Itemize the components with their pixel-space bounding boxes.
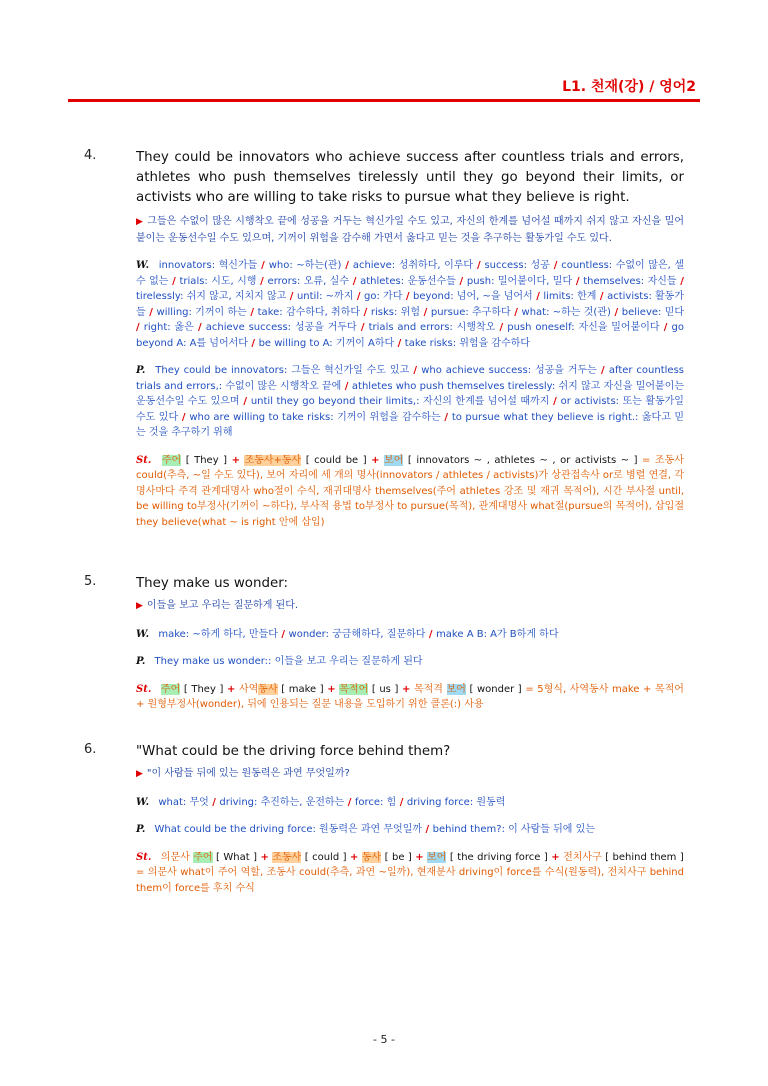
vocab-entry: risks: 위험	[370, 306, 420, 318]
separator: /	[277, 628, 289, 640]
separator: /	[394, 337, 405, 349]
vocab-entry: trials: 시도, 시행	[179, 275, 257, 287]
structure-analysis: St. 주어 [ They ] + 조동사+동사 [ could be ] + 보어 [ innovators ~ , athletes ~ , or activists ~ ] = 조동사 could(추측, ~일 수도 있다), 보어 자리에 세 개의 명사(innovators / athletes / activists)가 상관접속사 or로 병렬 연결, 각 명사마다 주격 관계대명사 who절이 수식, 재귀대명사 themselves(주어 athletes 강조 및 재귀 목적어), 시간 부사절 until, be willing to부정사(기꺼이 ~하다), 부사적 용법 to부정사 to pursue(목적), 관계대명사 what절(pursue의 목적어), 삽입절 they believe(what ~ is right 안에 삽입)	[136, 454, 684, 528]
phrases-mark: P.	[136, 824, 146, 835]
separator: /	[676, 275, 684, 287]
vocab-entry: errors: 오류, 실수	[267, 275, 349, 287]
vocab-entry: achieve: 성취하다, 이루다	[352, 260, 474, 271]
triangle-icon: ▶	[136, 217, 144, 227]
item-6	[84, 742, 684, 896]
vocab-entry: willing: 기꺼이 하는	[156, 306, 247, 318]
vocabulary	[136, 258, 684, 351]
item-number: 6.	[84, 742, 97, 757]
complement-tag: 보어	[427, 851, 447, 863]
separator: /	[178, 411, 190, 423]
phrases-mark: P.	[136, 365, 146, 376]
vocab-entry: make A B: A가 B하게 하다	[436, 628, 559, 640]
vocab-entry: push: 밀어붙이다, 밀다	[466, 275, 573, 287]
structure-analysis: St. 주어 [ They ] + 사역동사 [ make ] + 목적어 [ us ] + 목적격 보어 [ wonder ] = 5형식, 사역동사 make + 목적어 + 원형부정사(wonder), 뒤에 인용되는 질문 내용을 도입하기 위한 콜론(:) 사용	[136, 683, 684, 710]
vocabulary	[136, 795, 684, 811]
vocab-entry: success: 성공	[484, 260, 550, 271]
separator: /	[145, 306, 157, 318]
translation	[136, 598, 684, 615]
complement-tag: 보어	[446, 683, 466, 695]
vocab-entry: push oneself: 자신을 밀어붙이다	[507, 322, 660, 333]
vocab-entry: make: ~하게 하다, 만들다	[158, 628, 278, 640]
vocab-entry: trials and errors: 시행착오	[368, 322, 496, 333]
vocab-entry: activists: 활동가들	[136, 291, 684, 318]
translation	[136, 766, 684, 783]
separator: /	[246, 306, 258, 318]
separator: /	[353, 291, 365, 302]
phrase-entry: after countless trials and errors,: 수없이 많은 시행착오 끝에	[136, 365, 684, 392]
separator: /	[208, 796, 220, 808]
phrases	[136, 654, 684, 670]
vocab-entry: achieve success: 성공을 거두다	[205, 322, 357, 333]
object-tag: 목적어	[339, 683, 369, 695]
structure-note: = 의문사 what이 주어 역할, 조동사 could(추측, 과연 ~일까), 현재분사 driving이 force를 수식(원동력), 전치사구 behind them이 force를 후치 수식	[136, 867, 684, 894]
complement-value: wonder	[476, 683, 515, 695]
separator: /	[420, 306, 431, 318]
vocab-entry: wonder: 궁금해하다, 질문하다	[288, 628, 426, 640]
vocab-entry: be willing to A: 기꺼이 A하다	[258, 337, 395, 349]
separator: /	[532, 291, 544, 302]
separator: /	[344, 796, 355, 808]
phrase-entry: They could be innovators: 그들은 혁신가일 수도 있고	[155, 365, 410, 376]
verb-tag: 동사	[361, 851, 382, 863]
complement-value: innovators ~ , athletes ~ , or activists ~	[416, 454, 630, 466]
english-sentence: "What could be the driving force behind them?	[136, 744, 451, 759]
structure-note: = 5형식, 사역동사 make + 목적어 + 원형부정사(wonder), 뒤에 인용되는 질문 내용을 도입하기 위한 콜론(:) 사용	[136, 683, 684, 710]
aux-tag: 조동사	[272, 851, 302, 863]
page-number: - 5 -	[373, 1033, 395, 1046]
separator: /	[572, 275, 584, 287]
subject-tag: 주어	[193, 851, 213, 863]
phrase-entry: athletes who push themselves tirelessly: 쉬지 않고 자신을 밀어붙이는 운동선수일 수도 있으며	[136, 380, 684, 407]
translation-text: 그들은 수없이 많은 시행착오 끝에 성공을 거두는 혁신가일 수도 있고, 자신의 한계를 넘어설 때까지 쉬지 않고 자신을 밀어붙이는 운동선수일 수도 있으며, 기꺼이 위험을 감수해 가면서 옳다고 믿는 것을 추구하는 활동가일 수도 있다.	[136, 216, 685, 244]
aux-value: could	[312, 851, 340, 863]
vocab-entry: take risks: 위험을 감수하다	[404, 337, 531, 349]
vocab-entry: beyond: 넘어, ~을 넘어서	[413, 291, 533, 302]
phrases	[136, 363, 684, 441]
phrases	[136, 822, 684, 838]
separator: /	[286, 291, 297, 302]
separator: /	[409, 365, 422, 376]
vocab-entry: what: ~하는 것(관)	[521, 306, 611, 318]
phrase-entry: They make us wonder:: 이들을 보고 우리는 질문하게 된다	[154, 656, 423, 667]
english-sentence: They make us wonder:	[136, 576, 288, 591]
vocabulary	[136, 627, 684, 643]
separator: /	[425, 628, 437, 640]
separator: /	[473, 260, 485, 271]
object-complement-prefix: 목적격	[413, 683, 443, 695]
separator: /	[193, 322, 206, 333]
translation	[136, 214, 684, 246]
verb-value: make	[288, 683, 317, 695]
vocab-entry: countless: 수없이 많은, 셀 수 없는	[136, 260, 684, 287]
separator: /	[341, 260, 353, 271]
verb-value: could be	[314, 454, 359, 466]
vocab-entry: go beyond A: A를 넘어서다	[136, 322, 684, 349]
vocab-entry: themselves: 자신들	[583, 275, 677, 287]
lesson-title: L1. 천재(강) / 영어2	[562, 79, 696, 95]
phrase-entry: behind them?: 이 사람들 뒤에 있는	[432, 824, 595, 835]
separator: /	[596, 365, 609, 376]
separator: /	[341, 380, 352, 392]
vocab-entry: driving: 추진하는, 운전하는	[219, 796, 345, 808]
phrase-entry: who achieve success: 성공을 거두는	[421, 365, 597, 376]
structure-mark: St.	[136, 454, 152, 466]
complement-tag: 보어	[384, 454, 404, 466]
causative-prefix: 사역	[238, 683, 259, 695]
interrogative-tag: 의문사	[160, 851, 190, 863]
separator: /	[549, 396, 561, 407]
vocab-entry: believe: 믿다	[621, 306, 685, 318]
translation-text: 이들을 보고 우리는 질문하게 된다.	[146, 600, 299, 611]
verb-tag: 조동사+동사	[244, 454, 302, 466]
separator: /	[256, 275, 268, 287]
vocab-entry: what: 무엇	[158, 796, 209, 808]
vocab-entry: tirelessly: 쉬지 않고, 지치지 않고	[136, 291, 287, 302]
separator: /	[402, 291, 414, 302]
separator: /	[247, 337, 259, 349]
words-mark: W.	[136, 796, 150, 808]
vocab-entry: go: 가다	[364, 291, 403, 302]
prep-phrase-value: behind them	[612, 851, 677, 863]
vocab-entry: limits: 한계	[543, 291, 597, 302]
separator: /	[168, 275, 180, 287]
structure-mark: St.	[136, 683, 152, 695]
vocab-entry: force: 힘	[354, 796, 397, 808]
separator: /	[239, 396, 251, 407]
vocab-entry: driving force: 원동력	[406, 796, 506, 808]
subject-tag: 주어	[161, 454, 182, 466]
separator: /	[440, 411, 452, 423]
separator: /	[422, 824, 433, 835]
vocab-entry: take: 감수하다, 취하다	[257, 306, 361, 318]
words-mark: W.	[136, 260, 150, 271]
item-number: 5.	[84, 574, 97, 589]
separator: /	[136, 322, 144, 333]
object-value: us	[379, 683, 391, 695]
complement-value: the driving force	[457, 851, 541, 863]
subject-tag: 주어	[160, 683, 181, 695]
separator: /	[596, 291, 608, 302]
separator: /	[510, 306, 522, 318]
separator: /	[495, 322, 508, 333]
vocab-entry: pursue: 추구하다	[430, 306, 511, 318]
item-4	[84, 148, 684, 530]
subject-value: They	[194, 454, 219, 466]
vocab-entry: until: ~까지	[296, 291, 354, 302]
separator: /	[356, 322, 369, 333]
phrase-entry: who are willing to take risks: 기꺼이 위험을 감수하는	[189, 411, 441, 423]
separator: /	[349, 275, 361, 287]
separator: /	[396, 796, 407, 808]
phrase-entry: until they go beyond their limits,: 자신의 한계를 넘어설 때까지	[250, 396, 550, 407]
separator: /	[455, 275, 467, 287]
phrase-entry: or activists: 또는 활동가일 수도 있다	[136, 396, 684, 423]
vocab-entry: innovators: 혁신가들	[158, 260, 258, 271]
vocab-entry: right: 옳은	[143, 322, 194, 333]
header-rule	[68, 99, 700, 102]
structure-analysis: St. 의문사 주어 [ What ] + 조동사 [ could ] + 동사 [ be ] + 보어 [ the driving force ] + 전치사구 [ behind them ] = 의문사 what이 주어 역할, 조동사 could(추측, 과연 ~일까), 현재분사 driving이 force를 수식(원동력), 전치사구 behind them이 force를 후치 수식	[136, 851, 684, 894]
translation-text: "이 사람들 뒤에 있는 원동력은 과연 무엇일까?	[146, 768, 350, 779]
english-sentence: They could be innovators who achieve success after countless trials and errors, athletes who push themselves tirelessly until they go beyond their limits, or activists who are willing to take risks to pursue what they believe is right.	[136, 150, 684, 205]
subject-value: What	[223, 851, 250, 863]
triangle-icon: ▶	[136, 601, 143, 611]
phrase-entry: to pursue what they believe is right.: 옳다고 믿는 것을 추구하기 위해	[136, 411, 684, 438]
vocab-entry: who: ~하는(관)	[268, 260, 342, 271]
separator: /	[257, 260, 269, 271]
structure-mark: St.	[136, 851, 152, 863]
subject-value: They	[191, 683, 216, 695]
item-5	[84, 574, 684, 713]
triangle-icon: ▶	[136, 769, 143, 779]
verb-tag: 동사	[258, 683, 278, 695]
words-mark: W.	[136, 628, 150, 640]
prep-phrase-tag: 전치사구	[563, 851, 602, 863]
separator: /	[659, 322, 672, 333]
vocab-entry: athletes: 운동선수들	[360, 275, 456, 287]
verb-value: be	[391, 851, 405, 863]
separator: /	[360, 306, 371, 318]
separator: /	[610, 306, 622, 318]
structure-note: = 조동사 could(추측, ~일 수도 있다), 보어 자리에 세 개의 명사(innovators / athletes / activists)가 상관접속사 or로 병렬 연결, 각 명사마다 주격 관계대명사 who절이 수식, 재귀대명사 themselves(주어 athletes 강조 및 재귀 목적어), 시간 부사절 until, be willing to부정사(기꺼이 ~하다), 부사적 용법 to부정사 to pursue(목적), 관계대명사 what절(pursue의 목적어), 삽입절 they believe(what ~ is right 안에 삽입)	[136, 454, 684, 528]
phrase-entry: What could be the driving force: 원동력은 과연 무엇일까	[154, 824, 423, 835]
phrases-mark: P.	[136, 656, 146, 667]
separator: /	[549, 260, 562, 271]
item-number: 4.	[84, 148, 97, 163]
